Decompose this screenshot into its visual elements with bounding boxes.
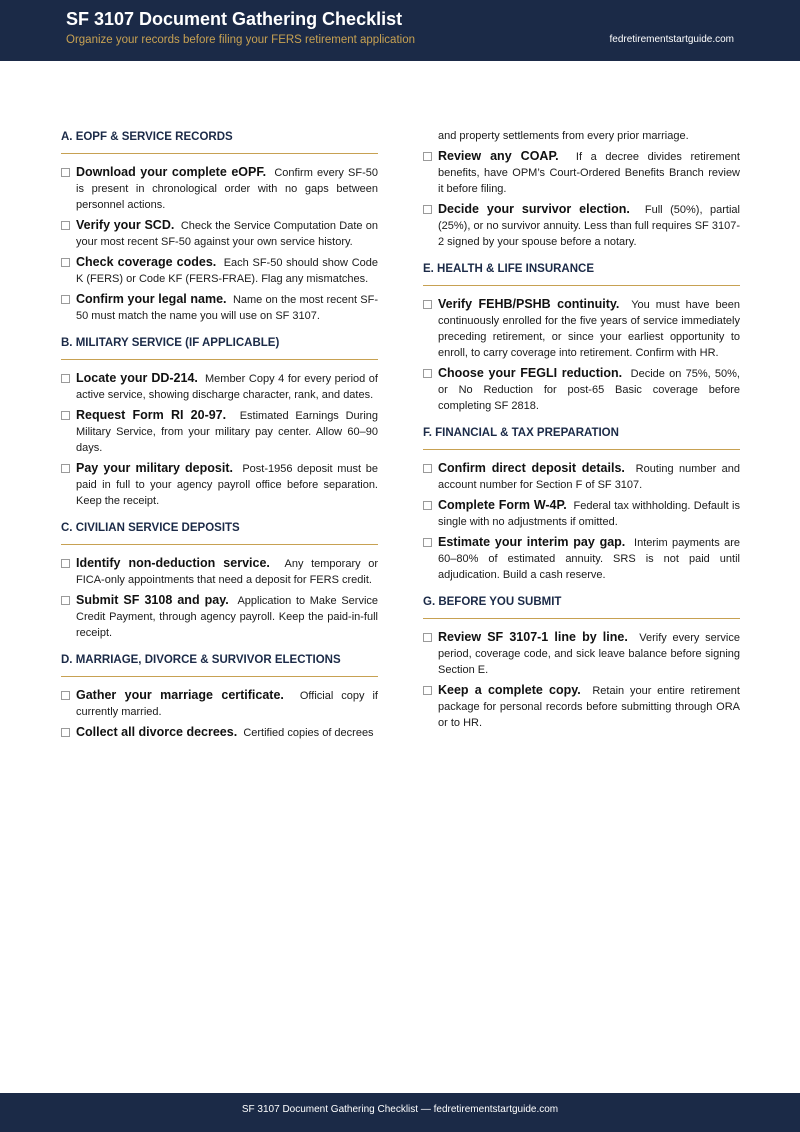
checkbox[interactable] [61, 411, 70, 420]
checklist-item [423, 629, 740, 678]
checklist-item [423, 296, 740, 361]
item-text: Check the Service Computation Date on your most recent SF-50 against your own service history. [76, 220, 378, 248]
section-marriage-continued [423, 128, 740, 250]
footer-text: SF 3107 Document Gathering Checklist — fedretirementstartguide.com [241, 1104, 559, 1115]
section-financial-tax [423, 426, 740, 583]
item-text: Each SF-50 should show Code K (FERS) or Code KF (FERS-FRAE). Flag any mismatches. [76, 257, 378, 285]
section-title: E. HEALTH & LIFE INSURANCE [423, 262, 740, 286]
item-title: Estimate your interim pay gap. [438, 535, 626, 549]
checklist-item [61, 687, 378, 720]
section-marriage [61, 653, 378, 741]
checkbox[interactable] [61, 691, 70, 700]
item-text: Certified copies of decrees [243, 727, 374, 739]
item-title: Choose your FEGLI reduction. [438, 366, 623, 380]
section-eopf [61, 130, 378, 324]
checkbox[interactable] [61, 221, 70, 230]
checkbox[interactable] [423, 464, 432, 473]
item-title: Gather your marriage certificate. [76, 688, 284, 702]
section-health-life [423, 262, 740, 414]
checklist-item [61, 370, 378, 403]
item-title: Review any COAP. [438, 149, 559, 163]
item-text: Member Copy 4 for every period of active service, showing discharge character, rank, and dates. [76, 373, 378, 401]
checklist-item [423, 497, 740, 530]
checkbox[interactable] [423, 369, 432, 378]
item-title: Collect all divorce decrees. [76, 725, 238, 739]
checklist-item [423, 365, 740, 414]
checklist-item [61, 555, 378, 588]
checklist-item [61, 724, 378, 741]
checkbox[interactable] [423, 205, 432, 214]
item-title: Verify FEHB/PSHB continuity. [438, 297, 620, 311]
item-title: Locate your DD-214. [76, 371, 198, 385]
item-title: Request Form RI 20-97. [76, 408, 227, 422]
section-before-submit [423, 595, 740, 731]
item-text: Verify every service period, coverage code, and sick leave balance before signing Section E. [438, 632, 740, 676]
item-text: Routing number and account number for Section F of SF 3107. [438, 463, 740, 491]
checklist-item [423, 682, 740, 731]
item-text: Federal tax withholding. Default is single with no adjustments if omitted. [438, 500, 740, 528]
item-title: Submit SF 3108 and pay. [76, 593, 229, 607]
checkbox[interactable] [61, 728, 70, 737]
checklist-item [423, 534, 740, 583]
item-text: Confirm every SF-50 is present in chronological order with no gaps between personnel actions. [76, 167, 378, 211]
item-text: Any temporary or FICA-only appointments that need a deposit for FERS credit. [76, 558, 378, 586]
page-title: SF 3107 Document Gathering Checklist [66, 9, 403, 29]
checklist-item [61, 164, 378, 213]
checkbox[interactable] [423, 538, 432, 547]
item-title: Check coverage codes. [76, 255, 217, 269]
checklist-item [61, 460, 378, 509]
item-text: Official copy if currently married. [76, 690, 378, 718]
item-text: Name on the most recent SF-50 must match the name you will use on SF 3107. [76, 294, 378, 322]
checkbox[interactable] [61, 559, 70, 568]
checkbox[interactable] [423, 501, 432, 510]
item-title: Review SF 3107-1 line by line. [438, 630, 628, 644]
item-text: If a decree divides retirement benefits, have OPM’s Court-Ordered Benefits Branch review it before filing. [438, 151, 740, 195]
item-text: Estimated Earnings During Military Service, from your military pay center. Allow 60–90 days. [76, 410, 378, 454]
checklist-item [61, 592, 378, 641]
checklist-item [423, 148, 740, 197]
page-subtitle: Organize your records before filing your FERS retirement application [66, 34, 415, 46]
item-continuation: and property settlements from every prior marriage. [438, 130, 689, 142]
section-title: G. BEFORE YOU SUBMIT [423, 595, 740, 619]
section-title: F. FINANCIAL & TAX PREPARATION [423, 426, 740, 450]
section-title: B. MILITARY SERVICE (IF APPLICABLE) [61, 336, 378, 360]
checkbox[interactable] [61, 295, 70, 304]
checkbox[interactable] [61, 168, 70, 177]
item-title: Decide your survivor election. [438, 202, 630, 216]
checkbox[interactable] [423, 686, 432, 695]
item-title: Keep a complete copy. [438, 683, 581, 697]
item-title: Confirm your legal name. [76, 292, 227, 306]
checkbox[interactable] [61, 258, 70, 267]
item-text: Interim payments are 60–80% of estimated annuity. SRS is not paid until adjudication. Build a cash reserve. [438, 537, 740, 581]
checkbox[interactable] [423, 633, 432, 642]
checklist-item [423, 201, 740, 250]
item-text: Post-1956 deposit must be paid in full to your agency payroll office before separation. Keep the receipt. [76, 463, 378, 507]
item-title: Complete Form W-4P. [438, 498, 567, 512]
item-title: Identify non-deduction service. [76, 556, 270, 570]
checkbox[interactable] [61, 596, 70, 605]
item-title: Verify your SCD. [76, 218, 175, 232]
checklist-item [61, 407, 378, 456]
item-title: Confirm direct deposit details. [438, 461, 625, 475]
checkbox[interactable] [423, 300, 432, 309]
page-footer [0, 1093, 800, 1132]
checkbox[interactable] [61, 374, 70, 383]
section-civilian-deposits [61, 521, 378, 641]
section-title: A. EOPF & SERVICE RECORDS [61, 130, 378, 154]
checklist-item [423, 460, 740, 493]
section-military [61, 336, 378, 509]
checkbox[interactable] [423, 152, 432, 161]
checklist-item [61, 291, 378, 324]
item-text: Decide on 75%, 50%, or No Reduction for post-65 Basic coverage before completing SF 2818. [438, 368, 740, 412]
checklist-item [61, 254, 378, 287]
page-header [0, 0, 800, 61]
item-text: Full (50%), partial (25%), or no survivor annuity. Less than full requires SF 3107-2 signed by your spouse before a notary. [438, 204, 740, 248]
item-text: Application to Make Service Credit Payment, through agency payroll. Keep the paid-in-full receipt. [76, 595, 379, 639]
section-title: D. MARRIAGE, DIVORCE & SURVIVOR ELECTIONS [61, 653, 378, 677]
left-column [61, 128, 378, 745]
item-title: Pay your military deposit. [76, 461, 233, 475]
section-title: C. CIVILIAN SERVICE DEPOSITS [61, 521, 378, 545]
item-text: Retain your entire retirement package for personal records before submitting through ORA or to HR. [438, 685, 740, 729]
item-text: You must have been continuously enrolled for the five years of service immediately preceding retirement, or since your earliest opportunity to enroll, to carry coverage into retirement. Confirm with HR. [438, 299, 740, 359]
item-title: Download your complete eOPF. [76, 165, 267, 179]
checkbox[interactable] [61, 464, 70, 473]
checklist-item [61, 217, 378, 250]
right-column [423, 128, 740, 735]
header-site-url: fedretirementstartguide.com [609, 34, 734, 45]
